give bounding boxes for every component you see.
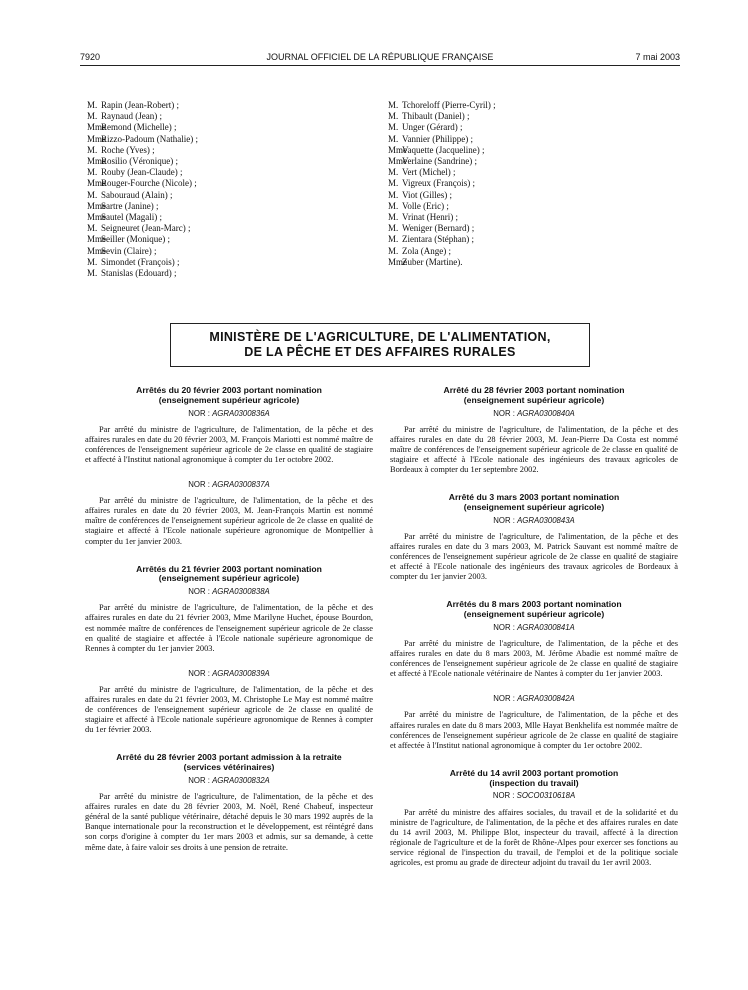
civility: Mme — [388, 256, 407, 267]
name-entry — [87, 246, 367, 257]
names-list-left — [87, 100, 367, 279]
decree-title: Arrêtés du 8 mars 2003 portant nomination (enseignement supérieur agricole) — [446, 599, 622, 620]
person-name: Vert (Michel) ; — [402, 167, 456, 178]
decree-title: Arrêté du 3 mars 2003 portant nomination (enseignement supérieur agricole) — [448, 492, 620, 512]
civility: M. — [388, 111, 399, 122]
decree-block — [390, 769, 678, 868]
civility: M. — [87, 167, 98, 178]
name-entry — [388, 223, 668, 234]
nor-reference: NOR : AGRA0300838A — [188, 587, 270, 597]
name-entry — [87, 167, 367, 178]
name-entry — [87, 111, 367, 122]
person-name: Rizzo-Padoum (Nathalie) ; — [101, 133, 198, 144]
decree-text: Par arrêté du ministre de l'agriculture, de l'alimentation, de la pêche et des affaires rurales en date du 21 février 2003, M. Christophe Le May est nommé maître de conférences de l'enseignement supérieur agricole de 2e classe en qualité de stagiaire et affecté à l'Ecole nationale supérieure agronomique de Rennes à compter du 1er février 2003. — [85, 684, 373, 735]
person-name: Sevin (Claire) ; — [101, 245, 157, 256]
decree-block — [85, 480, 373, 547]
person-name: Sautel (Magali) ; — [101, 212, 162, 223]
nor-reference: NOR : AGRA0300843A — [493, 515, 575, 525]
civility: M. — [87, 268, 98, 279]
nor-reference: NOR : SOCO0310618A — [492, 791, 576, 801]
person-name: Verlaine (Sandrine) ; — [402, 156, 477, 167]
civility: Mme — [87, 133, 106, 144]
civility: M. — [87, 111, 98, 122]
ministry-heading-box — [170, 323, 590, 367]
person-name: Raynaud (Jean) ; — [101, 111, 162, 122]
civility: Mme — [388, 156, 407, 167]
issue-date: 7 mai 2003 — [635, 52, 680, 62]
civility: Mme — [87, 212, 106, 223]
name-entry — [87, 201, 367, 212]
person-name: Vaquette (Jacqueline) ; — [402, 144, 485, 155]
person-name: Tchoreloff (Pierre-Cyril) ; — [402, 100, 496, 110]
person-name: Zuber (Martine). — [402, 256, 463, 267]
left-column — [85, 386, 373, 853]
name-entry — [388, 122, 668, 133]
decree-text: Par arrêté du ministre de l'agriculture, de l'alimentation, de la pêche et des affaires rurales en date du 3 mars 2003, M. Patrick Sauvant est nommé maître de conférences de l'enseignement supérieur agricole de 2e classe en qualité de stagiaire et affecté à l'Ecole nationale des ingénieurs des travaux agricoles de Bordeaux à compter du 1er janvier 2003. — [390, 531, 678, 582]
civility: M. — [388, 189, 399, 200]
name-entry — [388, 178, 668, 189]
nor-reference: NOR : AGRA0300837A — [188, 480, 270, 490]
name-entry — [388, 111, 668, 122]
civility: M. — [388, 133, 399, 144]
person-name: Vigreux (François) ; — [402, 178, 475, 189]
names-list-right — [388, 100, 668, 268]
page-header — [80, 52, 680, 66]
person-name: Sabouraud (Alain) ; — [101, 189, 173, 200]
name-entry — [87, 257, 367, 268]
civility: M. — [87, 223, 98, 234]
person-name: Seiller (Monique) ; — [101, 234, 170, 245]
civility: Mme — [87, 245, 106, 256]
civility: Mme — [87, 234, 106, 245]
ministry-heading-line1: MINISTÈRE DE L'AGRICULTURE, DE L'ALIMENTATION, — [209, 330, 551, 344]
person-name: Viot (Gilles) ; — [402, 189, 452, 200]
decree-text: Par arrêté du ministre de l'agriculture, de l'alimentation, de la pêche et des affaires rurales en date du 20 février 2003, M. François Mariotti est nommé maître de conférences de l'enseignement supérieur agricole de 2e classe en qualité de stagiaire et affecté à l'Institut national agronomique à compter du 1er octobre 2002. — [85, 424, 373, 464]
decree-text: Par arrêté du ministre des affaires sociales, du travail et de la solidarité et du ministre de l'agriculture, de l'alimentation, de la pêche et des affaires rurales en date du 14 avril 2003, M. Philippe Blot, inspecteur du travail, affecté à la direction régionale de l'agriculture et de la forêt de Rhône-Alpes pour exercer ses fonctions au service régional de l'inspection du travail, de l'emploi et de la politique sociale agricoles, est promu au grade de directeur adjoint du travail du 1er avril 2003. — [390, 807, 678, 867]
person-name: Weniger (Bernard) ; — [402, 223, 475, 234]
decree-text: Par arrêté du ministre de l'agriculture, de l'alimentation, de la pêche et des affaires rurales en date du 28 février 2003, M. Jean-Pierre Da Costa est nommé maître de conférences de l'enseignement supérieur agricole de 2e classe en qualité de stagiaire et affecté à l'Ecole nationale des ingénieurs des travaux agricoles de Bordeaux à compter du 1er septembre 2002. — [390, 424, 678, 475]
name-entry — [388, 145, 668, 156]
decree-block — [390, 600, 678, 679]
decree-text: Par arrêté du ministre de l'agriculture, de l'alimentation, de la pêche et des affaires rurales en date du 21 février 2003, Mme Marilyne Huchet, épouse Bourdon, est nommée maître de conférences de l'enseignement supérieur agricole de 2e classe en qualité de stagiaire et affectée à l'Ecole nationale supérieure agronomique de Rennes à compter du 1er janvier 2003. — [85, 603, 373, 653]
decree-text: Par arrêté du ministre de l'agriculture, de l'alimentation, de la pêche et des affaires rurales en date du 20 février 2003, M. Jean-François Martin est nommé maître de conférences de l'enseignement supérieur agricole de 2e classe en qualité de stagiaire et affecté à l'Ecole nationale supérieure agronomique de Montpellier à compter du 1er janvier 2003. — [85, 496, 373, 546]
decree-title: Arrêtés du 21 février 2003 portant nomination (enseignement supérieur agricole) — [136, 563, 322, 584]
person-name: Rouby (Jean-Claude) ; — [101, 167, 183, 178]
civility: M. — [388, 223, 399, 234]
decree-text: Par arrêté du ministre de l'agriculture, de l'alimentation, de la pêche et des affaires rurales en date du 8 mars 2003, M. Jérôme Abadie est nommé maître de conférences de l'enseignement supérieur agricole de 2e classe en qualité de stagiaire et affecté à l'Ecole nationale vétérinaire de Nantes à compter du 1er janvier 2003. — [390, 639, 678, 679]
civility: Mme — [87, 122, 106, 133]
name-entry — [388, 212, 668, 223]
decree-text: Par arrêté du ministre de l'agriculture, de l'alimentation, de la pêche et des affaires rurales en date du 28 février 2003, M. Noël, René Chabeuf, inspecteur général de la santé publique vétérinaire, détaché depuis le 30 mars 1992 auprès de la Banque internationale pour la reconstruction et le développement, est réintégré dans son corps d'origine à compter du 1er mars 2003 et admis, sur sa demande, à cette même date, à faire valoir ses droits à une pension de retraite. — [85, 792, 373, 852]
nor-reference: NOR : AGRA0300841A — [493, 622, 575, 632]
civility: M. — [87, 100, 98, 110]
decree-block — [390, 386, 678, 475]
header-rule — [80, 65, 680, 66]
name-entry — [87, 145, 367, 156]
name-entry — [388, 156, 668, 167]
decree-block — [85, 565, 373, 654]
decree-block — [85, 669, 373, 736]
name-entry — [87, 212, 367, 223]
name-entry — [87, 268, 367, 279]
decree-title: Arrêté du 28 février 2003 portant nomination (enseignement supérieur agricole) — [443, 385, 625, 405]
name-entry — [388, 201, 668, 212]
civility: M. — [388, 122, 399, 133]
civility: M. — [87, 144, 98, 155]
person-name: Unger (Gérard) ; — [402, 122, 463, 133]
civility: M. — [87, 189, 98, 200]
civility: Mme — [87, 156, 106, 167]
person-name: Rosilio (Véronique) ; — [101, 156, 178, 167]
civility: M. — [388, 200, 399, 211]
person-name: Zientara (Stéphan) ; — [402, 234, 474, 245]
name-entry — [388, 246, 668, 257]
name-entry — [388, 167, 668, 178]
decree-block — [390, 493, 678, 582]
name-entry — [87, 190, 367, 201]
journal-title: JOURNAL OFFICIEL DE LA RÉPUBLIQUE FRANÇAISE — [266, 52, 494, 62]
person-name: Seigneuret (Jean-Marc) ; — [101, 223, 191, 234]
decree-block — [390, 694, 678, 750]
civility: M. — [388, 234, 399, 245]
nor-reference: NOR : AGRA0300836A — [188, 408, 270, 418]
ministry-heading-line2: DE LA PÊCHE ET DES AFFAIRES RURALES — [244, 345, 516, 359]
person-name: Sartre (Janine) ; — [101, 200, 159, 211]
name-entry — [87, 156, 367, 167]
decree-block — [85, 386, 373, 465]
name-entry — [388, 234, 668, 245]
civility: M. — [388, 245, 399, 256]
name-entry — [388, 190, 668, 201]
nor-reference: NOR : AGRA0300839A — [188, 668, 270, 678]
decree-title: Arrêté du 28 février 2003 portant admission à la retraite (services vétérinaires) — [116, 752, 342, 773]
person-name: Rouger-Fourche (Nicole) ; — [101, 178, 197, 189]
person-name: Remond (Michelle) ; — [101, 122, 177, 133]
civility: Mme — [87, 200, 106, 211]
page-number: 7920 — [80, 52, 101, 62]
person-name: Simondet (François) ; — [101, 256, 180, 267]
decree-title: Arrêtés du 20 février 2003 portant nomination (enseignement supérieur agricole) — [136, 385, 322, 405]
civility: M. — [87, 256, 98, 267]
civility: Mme — [388, 144, 407, 155]
person-name: Volle (Eric) ; — [402, 200, 449, 211]
name-entry — [388, 100, 668, 111]
person-name: Stanislas (Edouard) ; — [101, 268, 177, 279]
civility: M. — [388, 167, 399, 178]
decree-text: Par arrêté du ministre de l'agriculture, de l'alimentation, de la pêche et des affaires rurales en date du 8 mars 2003, Mlle Hayat Benkhelifa est nommée maître de conférences de l'enseignement supérieur agricole de 2e classe en qualité de stagiaire et affectée à l'Institut national agronomique à compter du 1er octobre 2002. — [390, 710, 678, 750]
person-name: Rapin (Jean-Robert) ; — [101, 100, 179, 110]
person-name: Vannier (Philippe) ; — [402, 133, 473, 144]
person-name: Vrinat (Henri) ; — [402, 212, 458, 223]
decree-block — [85, 753, 373, 852]
person-name: Zola (Ange) ; — [402, 245, 451, 256]
right-column — [390, 386, 678, 868]
person-name: Roche (Yves) ; — [101, 144, 155, 155]
name-entry — [87, 100, 367, 111]
nor-reference: NOR : AGRA0300832A — [188, 775, 270, 785]
name-entry — [388, 257, 668, 268]
name-entry — [87, 234, 367, 245]
nor-reference: NOR : AGRA0300840A — [493, 408, 575, 418]
name-entry — [87, 178, 367, 189]
civility: M. — [388, 178, 399, 189]
name-entry — [87, 122, 367, 133]
civility: Mme — [87, 178, 106, 189]
name-entry — [388, 134, 668, 145]
civility: M. — [388, 100, 399, 110]
name-entry — [87, 223, 367, 234]
nor-reference: NOR : AGRA0300842A — [493, 694, 575, 704]
decree-title: Arrêté du 14 avril 2003 portant promotion (inspection du travail) — [449, 767, 619, 788]
person-name: Thibault (Daniel) ; — [402, 111, 470, 122]
name-entry — [87, 134, 367, 145]
civility: M. — [388, 212, 399, 223]
